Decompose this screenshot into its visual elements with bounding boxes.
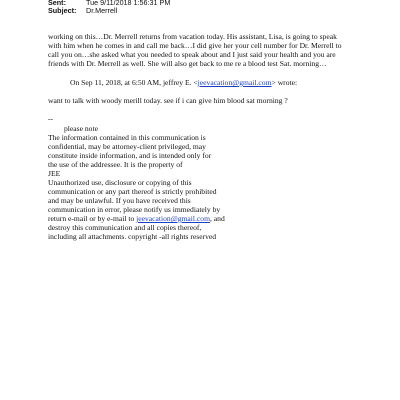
- quoted-message: want to talk with woody merill today. see if i can give him blood sat morning ?: [48, 96, 288, 105]
- quote-prefix: On Sep 11, 2018, at 6:50 AM, jeffrey E. <: [70, 78, 198, 87]
- return-email-link[interactable]: jeevacation@gmail.com: [136, 214, 210, 223]
- disclaimer-line: confidential, may be attorney-client privileged, may: [48, 142, 206, 151]
- return-email-line: [48, 214, 225, 223]
- reply-line: with him when he comes in and call me back…I did give her your cell number for Dr. Merrell to: [48, 41, 342, 50]
- reply-line: friends with Dr. Merrell as well. She will also get back to me re a blood test Sat. morning…: [48, 59, 327, 68]
- please-note: please note: [64, 124, 98, 133]
- quote-email-link[interactable]: jeevacation@gmail.com: [197, 78, 272, 87]
- return-prefix: return e-mail or by e-mail to: [48, 214, 137, 223]
- reply-line: call you on…she asked what you needed to speak about and I just said your health and you are: [48, 50, 336, 59]
- reply-line: working on this…Dr. Merrell returns from vacation today. His assistant, Lisa, is going to speak: [48, 32, 337, 41]
- disclaimer-line: the use of the addressee. It is the property of: [48, 160, 183, 169]
- return-suffix: , and: [209, 214, 225, 223]
- disclaimer-line: communication in error, please notify us immediately by: [48, 205, 221, 214]
- sent-label: Sent:: [48, 0, 66, 7]
- disclaimer-line: constitute inside information, and is intended only for: [48, 151, 212, 160]
- subject-row: [48, 6, 248, 15]
- disclaimer-line: The information contained in this communication is: [48, 133, 206, 142]
- closing-line: destroy this communication and all copies thereof,: [48, 223, 202, 232]
- sent-value: Tue 9/11/2018 1:56:31 PM: [86, 0, 171, 7]
- quote-header: [70, 78, 297, 87]
- subject-label: Subject:: [48, 6, 77, 15]
- disclaimer-line: JEE: [48, 169, 61, 178]
- subject-value: Dr.Merrell: [86, 6, 118, 15]
- disclaimer-line: and may be unlawful. If you have received this: [48, 196, 191, 205]
- quote-suffix: > wrote:: [271, 78, 298, 87]
- disclaimer-line: communication or any part thereof is strictly prohibited: [48, 187, 217, 196]
- disclaimer-line: Unauthorized use, disclosure or copying of this: [48, 178, 192, 187]
- closing-line: including all attachments. copyright -all rights reserved: [48, 232, 217, 241]
- signature-dashes: --: [48, 114, 54, 123]
